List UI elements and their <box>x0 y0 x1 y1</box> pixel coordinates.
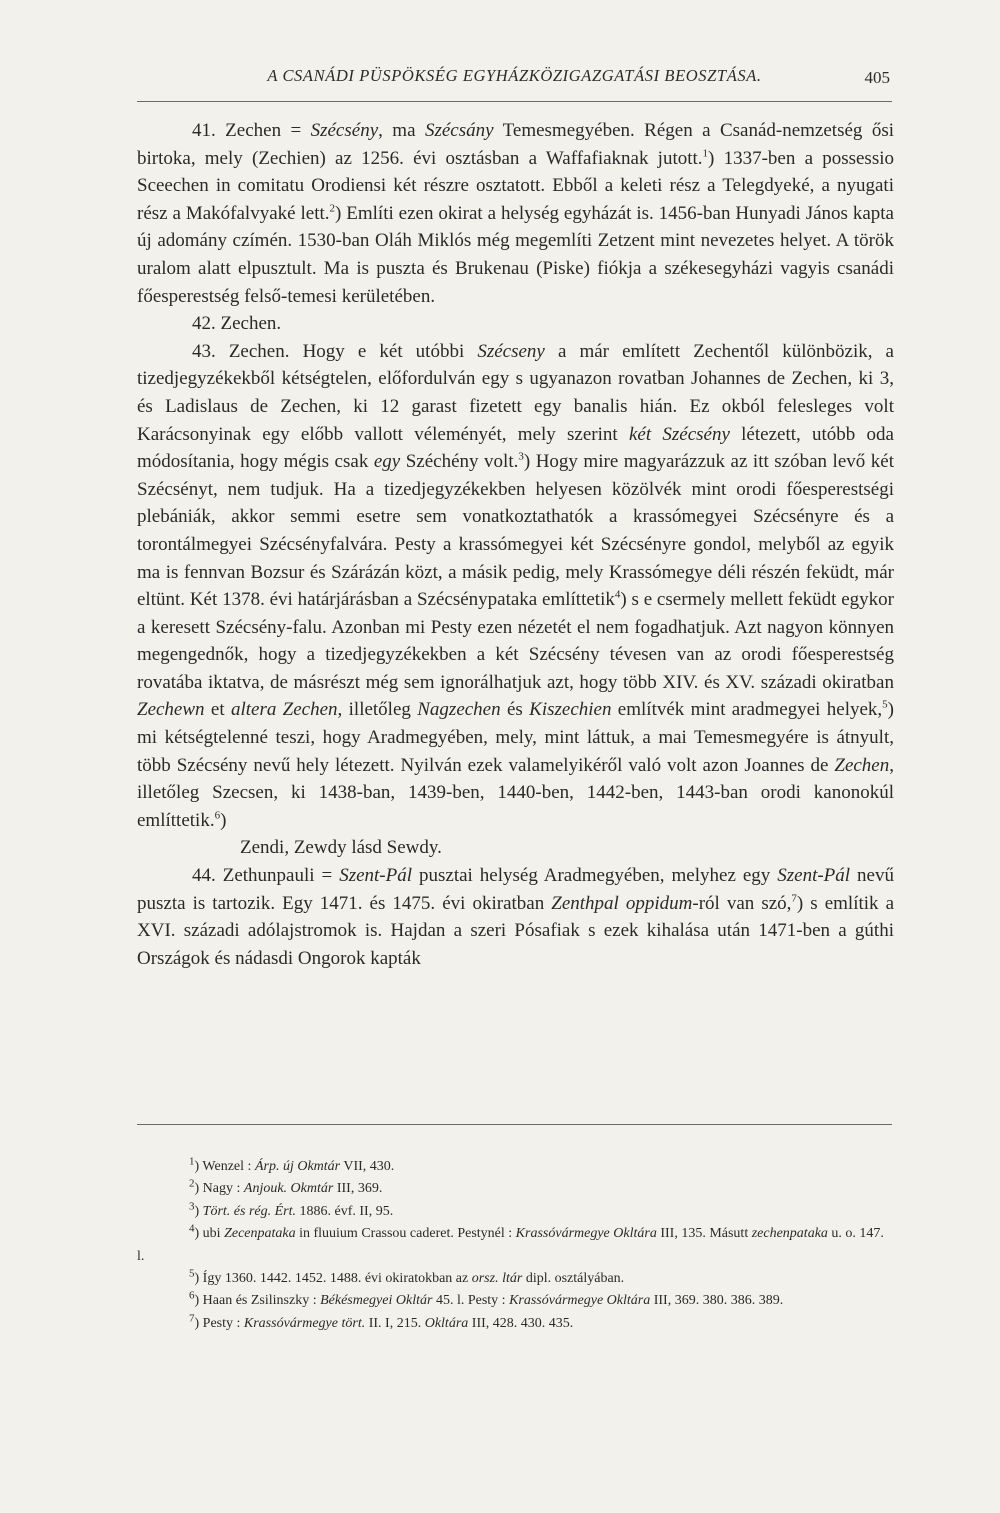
italic-run: Kiszechien <box>529 699 612 721</box>
italic-run: Árp. új Okmtár <box>254 1159 341 1174</box>
italic-run: Szent-Pál <box>339 865 413 887</box>
footnote-1 <box>137 1156 894 1178</box>
footnote-ref: 3 <box>189 1200 195 1213</box>
text-run: említvék mint aradmegyei helyek, <box>611 699 883 721</box>
italic-run: Anjouk. Okmtár <box>243 1181 334 1197</box>
footnote-2 <box>137 1178 894 1200</box>
italic-run: két Szécsény <box>628 423 730 445</box>
footnote-ref: 6 <box>214 809 221 822</box>
italic-run: Okltára <box>424 1315 469 1331</box>
text-run: Széchény volt. <box>400 451 519 473</box>
text-run: -ról van szó, <box>692 892 792 914</box>
footnote-ref: 4 <box>189 1222 195 1235</box>
text-run: ) Említi ezen okirat a helység egyházát is. 1456-ban Hunyadi János kapta új adomány czímén. 1530-ban Oláh Miklós még megemlíti Zetzent mint nevezetes helyet. A török uralom alatt elpusztult. Ma is puszta és Brukenau (Piske) fiókja a székesegyházi vagyis csanádi főesperestség felső-temesi kerületében. <box>137 202 894 307</box>
text-run: III, 135. Másutt <box>656 1226 752 1242</box>
text-run: ) Haan és Zsilinszky : <box>194 1293 321 1309</box>
italic-run: Zecenpataka <box>224 1226 296 1242</box>
text-run: III, 369. 380. 386. 389. <box>650 1293 784 1309</box>
text-run: ) <box>194 1203 203 1219</box>
text-run: Zendi, Zewdy lásd Sewdy. <box>240 837 442 859</box>
italic-run: zechenpataka <box>751 1226 828 1242</box>
footnotes <box>137 1156 894 1335</box>
text-run: 43. Zechen. Hogy e két utóbbi <box>192 340 478 362</box>
italic-run: Zechewn <box>137 699 205 721</box>
text-run: dipl. osztályában. <box>522 1271 625 1287</box>
text-run: VII, 430. <box>340 1159 395 1174</box>
italic-run: Békésmegyei Okltár <box>320 1293 433 1309</box>
text-run: , illetőleg Szecsen, ki 1438-ban, 1439-ben, 1440-ben, 1442-ben, 1443-ban orodi kanonokúl említtetik. <box>137 754 894 831</box>
text-run: ) 1337-ben a possessio Sceechen in comitatu Orodiensi két részre osztatott. Ebből a keleti rész a Telegdyeké, a nyugati rész a Makófalvyaké lett. <box>137 147 894 224</box>
running-header <box>137 66 892 96</box>
footnote-ref: 1 <box>702 147 709 160</box>
italic-run: orsz. ltár <box>471 1271 523 1287</box>
text-run: ) Nagy : <box>194 1181 244 1197</box>
header-rule <box>137 101 892 102</box>
italic-run: Szécsény <box>310 120 379 141</box>
text-run: a már említett Zechentől különbözik, a tizedjegyzékekből kétségtelen, előfordulván egy s ugyanazon rovatban Johannes de Zechen, ki 3, és Ladislaus de Zechen, ki 12 garast fizetett egy banalis hián. Ez okból felesleges volt Karácsonyinak egy előbb vallott véleményét, mely szerint <box>137 340 894 445</box>
text-run: ) Hogy mire magyarázzuk az itt szóban levő két Szécsényt, nem tudjuk. Ha a tizedjegyzékekben helyesen közölvék mint orodi főesperestségi plebániák, akkor semmi esetre sem vonatkoztathatók a krassómegyei Szécsényre és a torontálmegyei Szécsényfalvára. Pesty a krassómegyei két Szécsényre gondol, melyből az egyik ma is fennvan Bozsur és Szárázán közt, a másik pedig, mely Krassómegye déli részén feküdt, már eltünt. Két 1378. évi határjárásban a Szécsénypataka említtetik <box>137 451 894 611</box>
text-run: in fluuium Crassou caderet. Pestynél : <box>295 1226 516 1242</box>
paragraph-3 <box>137 338 894 835</box>
text-run: III, 428. 430. 435. <box>468 1315 574 1331</box>
italic-run: Krassóvármegye tört. <box>243 1315 366 1331</box>
text-run: ) mi kétségtelenné teszi, hogy Aradmegyében, mely, mint láttuk, a mai Temesmegyére is átnyult, több Szécsény nevű hely létezett. Nyilván ezek valamelyikéről való volt azon Joannes de <box>137 699 894 776</box>
footnote-ref: 7 <box>189 1312 195 1325</box>
footnote-rule <box>137 1124 892 1125</box>
text-run: pusztai helység Aradmegyében, melyhez egy <box>412 865 778 887</box>
italic-run: Krassóvármegye Okltára <box>509 1293 651 1309</box>
text-run: ) ubi <box>194 1226 225 1242</box>
italic-run: Zechen <box>834 754 890 776</box>
text-run: 41. Zechen = <box>192 120 311 141</box>
text-run: Temesmegyében. Régen a Csanád-nemzetség ősi birtoka, mely (Zechien) az 1256. évi osztásban a Waffafiaknak jutott. <box>137 120 894 169</box>
text-run: ) s e csermely mellett feküdt egykor a keresett Szécsény-falu. Azonban mi Pesty ezen nézetét el nem fogadhatjuk. Azt nagyon könnyen megengednők, hogy a tizedjegyzékekben a két Szécsény tévesen van az orodi főesperestség rovatába iktatva, de másrészt még sem ignorálhatjuk azt, hogy több XIV. és XV. századi okiratban <box>137 589 894 693</box>
text-run: ) s említik a XVI. századi adólajstromok is. Hajdan a szeri Pósafiak s ezek kihalása után 1471-ben a gúthi Országok és nádasdi Ongorok kapták <box>137 892 895 969</box>
footnote-4 <box>137 1223 894 1268</box>
footnote-ref: 6 <box>189 1289 195 1302</box>
footnote-3 <box>137 1201 894 1223</box>
page-number: 405 <box>864 68 890 87</box>
text-run: ) <box>220 809 227 831</box>
text-run: és <box>500 699 530 721</box>
text-run: 44. Zethunpauli = <box>192 865 340 887</box>
text-run: II. I, 215. <box>365 1315 425 1331</box>
text-run: 45. l. Pesty : <box>432 1293 510 1309</box>
text-run: u. o. 147. l. <box>137 1226 884 1264</box>
text-run: létezett, utóbb oda módosítania, hogy mégis csak <box>137 423 894 473</box>
italic-run: Szent-Pál <box>777 865 851 887</box>
italic-run: Nagzechen <box>417 699 501 721</box>
text-run: ) Pesty : <box>194 1315 244 1331</box>
footnote-5 <box>137 1268 894 1290</box>
footnote-7 <box>137 1313 894 1335</box>
italic-run: Tört. és rég. Ért. <box>202 1203 297 1219</box>
footnote-ref: 1 <box>189 1155 195 1168</box>
italic-run: Krassóvármegye Okltára <box>515 1226 657 1242</box>
text-run: ) Wenzel : <box>194 1159 255 1174</box>
text-run: III, 369. <box>333 1181 383 1197</box>
paragraph-2 <box>137 310 894 338</box>
text-run: 42. Zechen. <box>192 313 282 335</box>
text-run: nevű puszta is tartozik. Egy 1471. és 1475. évi okiratban <box>137 865 894 914</box>
footnote-ref: 2 <box>329 202 336 215</box>
footnote-ref: 5 <box>189 1267 195 1280</box>
text-run: ) Így 1360. 1442. 1452. 1488. évi okiratokban az <box>194 1271 472 1287</box>
footnote-ref: 2 <box>189 1177 195 1190</box>
text-run: 1886. évf. II, 95. <box>296 1203 394 1219</box>
footnote-ref: 3 <box>518 450 524 463</box>
italic-run: altera Zechen <box>230 699 338 721</box>
footnote-6 <box>137 1290 894 1312</box>
paragraph-1 <box>137 117 894 310</box>
italic-run: egy <box>373 451 401 473</box>
main-text <box>137 117 894 972</box>
text-run: et <box>204 699 231 721</box>
running-title: A CSANÁDI PÜSPÖKSÉG EGYHÁZKÖZIGAZGATÁSI BEOSZTÁSA. <box>267 66 762 85</box>
footnote-ref: 4 <box>614 588 621 601</box>
text-run: , illetőleg <box>337 699 418 721</box>
italic-run: Szécsány <box>424 120 494 141</box>
italic-run: Zenthpal oppidum <box>551 892 693 914</box>
italic-run: Szécseny <box>477 340 545 362</box>
text-run: , ma <box>378 120 425 141</box>
footnote-ref: 7 <box>791 892 797 905</box>
paragraph-5 <box>137 862 894 972</box>
footnote-ref: 5 <box>882 699 888 712</box>
paragraph-4 <box>137 834 894 862</box>
